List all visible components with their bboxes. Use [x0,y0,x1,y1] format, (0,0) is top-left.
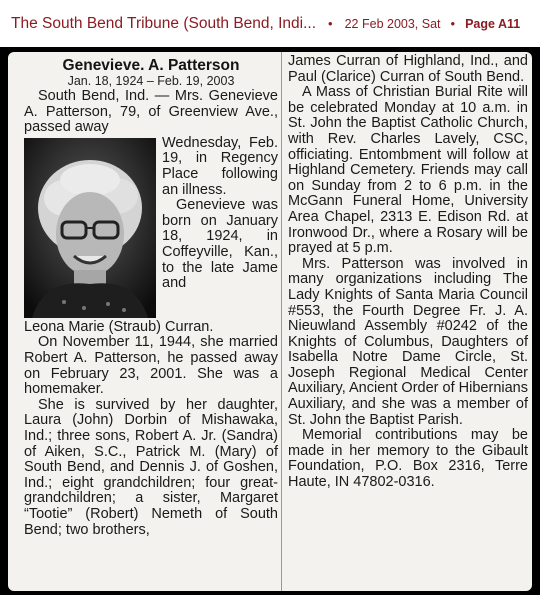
newspaper-header [0,0,540,47]
obituary-birth-details: Genevieve was born on January 18, 1924, in Coffeyville, Kan., to the late Jame and [162,197,278,292]
page-number: Page A11 [465,16,521,31]
obituary-survivors-continued: James Curran of Highland, Ind., and Paul (Clarice) Curran of South Bend. [288,53,528,85]
obituary-survivors: She is survived by her daughter, Laura (John) Dorbin of Mishawaka, Ind.; three sons, Robert A. Jr. (Sandra) of Aiken, S.C., Patrick M. (Mary) of South Bend, and Dennis J. of Goshen, Ind.; eight grandchildren; four great-grandchildren; a sister, Margaret “Tootie” (Robert) Nemeth of South Bend; two brothers, [24,396,278,538]
obituary-column-1 [24,58,278,538]
obituary-column-2 [288,54,528,491]
separator-dot-2: • [450,16,456,31]
portrait-photo-icon [24,138,156,318]
issue-date: 22 Feb 2003, Sat [344,16,441,31]
portrait-photo-svg [24,138,156,318]
obituary-parents: Leona Marie (Straub) Curran. [24,318,214,335]
separator-dot: • [328,16,333,31]
obituary-memorials: Memorial contributions may be made in her memory to the Gibault Foundation, P.O. Box 2316, Terre Haute, IN 47802-0316. [288,427,528,491]
deceased-name: Genevieve. A. Patterson [62,57,240,74]
obituary-marriage: On November 11, 1944, she married Robert A. Patterson, he passed away on February 23, 2001. She was a homemaker. [24,334,278,398]
life-dates: Jan. 18, 1924 – Feb. 19, 2003 [67,74,235,88]
obituary-death-details: Wednesday, Feb. 19, in Regency Place following an illness. [162,134,278,198]
column-divider [281,52,282,591]
obituary-organizations: Mrs. Patterson was involved in many organizations including The Lady Knights of Santa Maria Council #553, the Fourth Degree Fr. J. A. Nieuwland Assembly #0242 of the Knights of Columbus, Daughters of Isabella Notre Dame Circle, St. Joseph Regional Medical Center Auxiliary, Ancient Order of Hibernians Auxiliary, and she was a member of St. John the Baptist Parish. [288,255,528,428]
newspaper-clipping [8,52,532,591]
obituary-services: A Mass of Christian Burial Rite will be celebrated Monday at 10 a.m. in St. John the Baptist Catholic Church, with Rev. Charles Lavely, CSC, officiating. Entombment will follow at Highland Cemetery. Friends may call on Sunday from 2 to 6 p.m. in the McGann Funeral Home, University Area Chapel, 2313 E. Edison Rd. at Ironwood Dr., where a Rosary will be prayed at 5 p.m. [288,84,528,257]
newspaper-title[interactable]: The South Bend Tribune (South Bend, Indi... [11,14,317,32]
obituary-lead: South Bend, Ind. — Mrs. Genevieve A. Patterson, 79, of Greenview Ave., passed away [24,88,278,136]
